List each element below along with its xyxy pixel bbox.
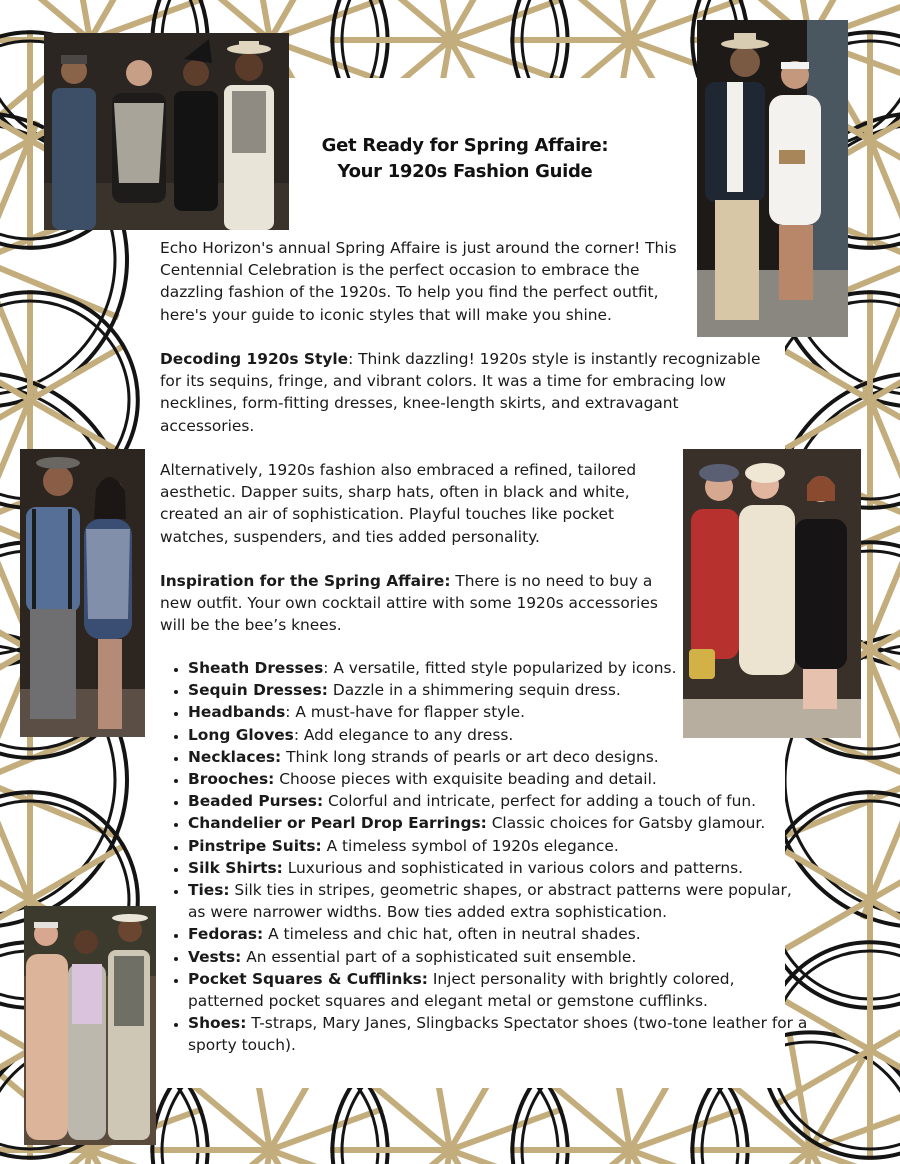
intro-paragraph: Echo Horizon's annual Spring Affaire is just around the corner! This Centennial Celebration is the perfect occasion to embrace the dazzling fashion of the 1920s. To help you find the perfect outfit, here's your guide to iconic styles that will make you shine.	[160, 239, 677, 324]
list-item-term: Long Gloves	[188, 725, 294, 744]
list-item-description: Classic choices for Gatsby glamour.	[486, 814, 766, 833]
list-item-description: Luxurious and sophisticated in various colors and patterns.	[282, 858, 744, 877]
list-item-term: Vests:	[188, 947, 242, 966]
list-item-description: : Add elegance to any dress.	[293, 725, 514, 744]
list-item	[188, 657, 808, 679]
accessory-list	[160, 657, 808, 1057]
list-item-description: Dazzle in a shimmering sequin dress.	[327, 681, 621, 700]
list-item-term: Fedoras:	[188, 925, 264, 944]
title-line-1: Get Ready for Spring Affaire:	[321, 135, 609, 156]
list-item-term: Shoes:	[188, 1014, 247, 1033]
list-item-term: Sequin Dresses:	[188, 681, 328, 700]
list-item-term: Pinstripe Suits:	[188, 836, 322, 855]
list-item-description: A timeless symbol of 1920s elegance.	[321, 836, 619, 855]
list-item-description: Silk ties in stripes, geometric shapes, or abstract patterns were popular, as were narrower widths. Bow ties added extra sophistication.	[188, 881, 792, 922]
list-item-description: : A versatile, fitted style popularized by icons.	[323, 659, 677, 677]
list-item-term: Beaded Purses:	[188, 792, 324, 811]
list-item-description: Choose pieces with exquisite beading and detail.	[274, 770, 657, 789]
page-title	[290, 133, 640, 185]
list-item	[188, 768, 808, 790]
list-item-description: T-straps, Mary Janes, Slingbacks Spectator shoes (two-tone leather for a sporty touch).	[188, 1014, 808, 1055]
inspiration-text: There is no need to buy a new outfit. Your own cocktail attire with some 1920s accessories will be the bee’s knees.	[160, 572, 658, 635]
list-item	[188, 946, 808, 968]
list-item	[188, 968, 808, 1012]
list-item-description: Inject personality with brightly colored, patterned pocket squares and elegant metal or gemstone cufflinks.	[188, 969, 735, 1011]
title-line-2: Your 1920s Fashion Guide	[337, 161, 593, 182]
photo-couple-suspenders	[20, 449, 145, 737]
list-item	[188, 746, 808, 768]
photo-group-four-guests	[44, 33, 289, 230]
decoding-paragraph	[160, 348, 775, 437]
list-item	[188, 679, 808, 701]
list-item	[188, 812, 808, 834]
list-item-term: Brooches:	[188, 770, 275, 789]
list-item	[188, 857, 808, 879]
photo-couple-evening	[697, 20, 848, 337]
list-item-term: Necklaces:	[188, 747, 282, 766]
list-item	[188, 701, 808, 723]
list-item	[188, 790, 808, 812]
list-item-description: Colorful and intricate, perfect for adding a touch of fun.	[323, 792, 756, 811]
photo-group-costumes	[24, 906, 156, 1145]
list-item-description: : A must-have for flapper style.	[285, 703, 525, 722]
list-item	[188, 724, 808, 746]
decoding-heading: Decoding 1920s Style	[160, 350, 349, 368]
list-item-term: Chandelier or Pearl Drop Earrings:	[188, 814, 487, 833]
list-item	[188, 835, 808, 857]
list-item-description: A timeless and chic hat, often in neutral shades.	[263, 925, 641, 944]
list-item-term: Pocket Squares & Cufflinks:	[188, 969, 428, 988]
inspiration-heading: Inspiration for the Spring Affaire:	[160, 572, 451, 590]
alternative-paragraph: Alternatively, 1920s fashion also embraced a refined, tailored aesthetic. Dapper suits, sharp hats, often in black and white, created an air of sophistication. Playful touches like pocket watches, suspenders, and ties added personality.	[160, 461, 637, 546]
list-item-term: Headbands	[188, 703, 286, 722]
list-item-description: Think long strands of pearls or art deco designs.	[281, 747, 659, 766]
list-item	[188, 1012, 808, 1056]
list-item-term: Ties:	[188, 881, 230, 900]
list-item-term: Sheath Dresses	[188, 659, 324, 677]
decoding-text: : Think dazzling! 1920s style is instantly recognizable for its sequins, fringe, and vibrant colors. It was a time for embracing low necklines, form-fitting dresses, knee-length skirts, and extravagant accessories.	[160, 350, 761, 435]
list-item-term: Silk Shirts:	[188, 858, 283, 877]
inspiration-paragraph	[160, 570, 665, 637]
list-item-description: An essential part of a sophisticated suit ensemble.	[241, 947, 637, 966]
list-item	[188, 879, 808, 923]
list-item	[188, 923, 808, 945]
